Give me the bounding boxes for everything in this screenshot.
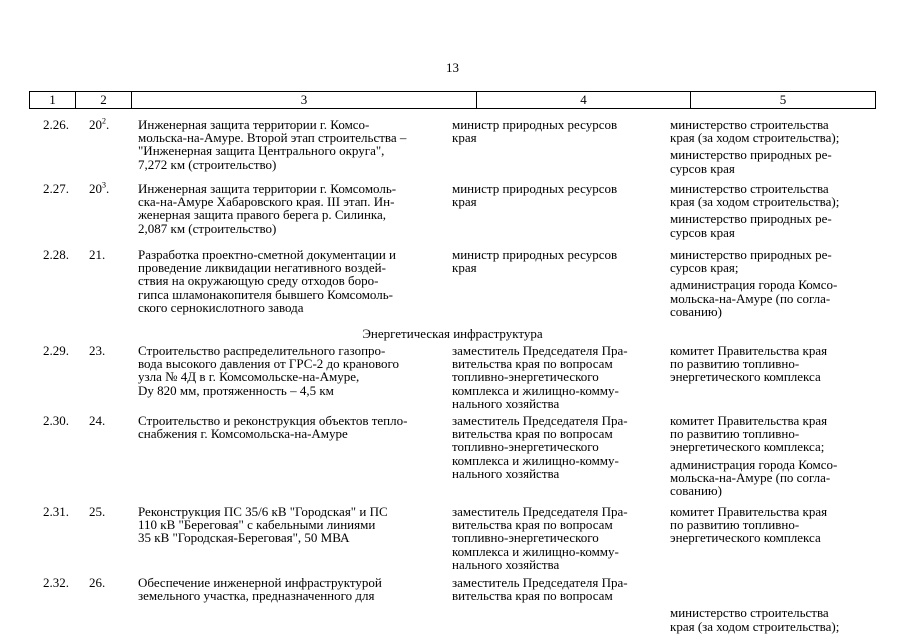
description-line: Разработка проектно-сметной документации и — [138, 247, 396, 262]
executor-paragraph — [670, 148, 875, 174]
responsible-line: вительства края по вопросам — [452, 517, 613, 533]
executor-paragraph — [670, 458, 875, 498]
executor-line: энергетического комплекса — [670, 369, 821, 385]
executor-cell — [670, 576, 875, 633]
description-cell — [138, 118, 438, 171]
responsible-cell — [452, 505, 652, 571]
item-number-suffix: . — [106, 181, 110, 196]
executor-line: по развитию топливно- — [670, 426, 800, 442]
item-number-suffix: . — [106, 117, 110, 132]
responsible-line: топливно-энергетического — [452, 439, 599, 455]
responsible-line: министр природных ресурсов — [452, 181, 618, 196]
executor-line: министерство строительства — [670, 117, 829, 132]
executor-line: края (за ходом строительства); — [670, 618, 840, 634]
executor-line: по развитию топливно- — [670, 517, 800, 533]
executor-line: сурсов края; — [670, 260, 739, 276]
executor-line: комитет Правительства края — [670, 504, 828, 519]
executor-paragraph — [670, 414, 875, 454]
item-number-text: 20 — [89, 181, 102, 196]
row-number — [29, 505, 69, 518]
executor-cell — [670, 344, 875, 384]
item-number-text: 21. — [89, 247, 106, 262]
description-cell — [138, 576, 438, 602]
item-number-text: 23. — [89, 343, 106, 358]
description-line: вода высокого давления от ГРС-2 до кранового — [138, 356, 399, 372]
description-line: снабжения г. Комсомольска-на-Амуре — [138, 426, 348, 442]
item-number-text: 24. — [89, 413, 106, 428]
description-line: Реконструкция ПС 35/6 кВ "Городская" и ПС — [138, 504, 388, 519]
responsible-line: заместитель Председателя Пра- — [452, 413, 628, 428]
description-line: Обеспечение инженерной инфраструктурой — [138, 575, 382, 590]
responsible-cell — [452, 118, 652, 144]
description-line: мольска-на-Амуре. Второй этап строительства – — [138, 130, 407, 146]
header-col-1: 1 — [30, 92, 76, 108]
responsible-line: топливно-энергетического — [452, 530, 599, 546]
executor-cell — [670, 182, 875, 239]
description-line: гипса шламонакопителя бывшего Комсомоль- — [138, 286, 394, 302]
row-number — [29, 414, 69, 427]
executor-line: по развитию топливно- — [670, 356, 800, 372]
row-number — [29, 576, 69, 589]
responsible-line: края — [452, 130, 477, 146]
executor-line: комитет Правительства края — [670, 343, 828, 358]
executor-line: министерство природных ре- — [670, 147, 832, 163]
executor-line: сурсов края — [670, 224, 735, 240]
responsible-cell — [452, 182, 652, 208]
description-line: ствия на окружающую среду отходов боро- — [138, 273, 379, 289]
row-number-text: 2.31. — [43, 504, 69, 519]
description-line: Инженерная защита территории г. Комсо- — [138, 117, 370, 132]
item-number — [89, 414, 129, 427]
responsible-line: вительства края по вопросам — [452, 588, 613, 604]
responsible-cell — [452, 414, 652, 480]
item-number-superscript: 2 — [102, 116, 106, 126]
description-line: земельного участка, предназначенного для — [138, 588, 375, 604]
row-number — [29, 344, 69, 357]
row-number — [29, 182, 69, 195]
description-line: ского сернокислотного завода — [138, 299, 304, 315]
description-line: "Инженерная защита Центрального округа", — [138, 143, 385, 159]
responsible-line: нального хозяйства — [452, 556, 560, 572]
row-number-text: 2.29. — [43, 343, 69, 358]
executor-line: администрация города Комсо- — [670, 456, 838, 472]
description-line: 110 кВ "Береговая" с кабельными линиями — [138, 517, 376, 533]
executor-line: министерство строительства — [670, 181, 829, 196]
responsible-line: министр природных ресурсов — [452, 247, 618, 262]
executor-paragraph — [670, 606, 875, 632]
executor-line: энергетического комплекса — [670, 530, 821, 546]
executor-line: мольска-на-Амуре (по согла- — [670, 469, 831, 485]
description-line: узла № 4Д в г. Комсомольске-на-Амуре, — [138, 369, 360, 385]
executor-paragraph — [670, 505, 875, 545]
responsible-cell — [452, 344, 652, 410]
header-col-3: 3 — [132, 92, 477, 108]
responsible-line: комплекса и жилищно-комму- — [452, 543, 619, 559]
executor-line: министерство природных ре- — [670, 211, 832, 227]
description-line: проведение ликвидации негативного воздей- — [138, 260, 386, 276]
responsible-line: нального хозяйства — [452, 395, 560, 411]
item-number-text: 26. — [89, 575, 106, 590]
executor-line: энергетического комплекса; — [670, 439, 825, 455]
executor-line: сурсов края — [670, 160, 735, 176]
executor-line: края (за ходом строительства); — [670, 194, 840, 210]
responsible-line: нального хозяйства — [452, 465, 560, 481]
item-number — [89, 248, 129, 261]
executor-line — [670, 576, 875, 589]
executor-line: сованию) — [670, 483, 722, 499]
responsible-cell — [452, 248, 652, 274]
executor-line — [670, 589, 875, 602]
description-line: Инженерная защита территории г. Комсомоль- — [138, 181, 397, 196]
row-number-text: 2.26. — [43, 117, 69, 132]
description-line: Строительство распределительного газопро- — [138, 343, 386, 358]
item-number — [89, 505, 129, 518]
responsible-line: заместитель Председателя Пра- — [452, 343, 628, 358]
item-number — [89, 344, 129, 357]
executor-paragraph — [670, 344, 875, 384]
page-number: 13 — [446, 60, 459, 75]
header-col-5: 5 — [779, 92, 787, 107]
executor-paragraph — [670, 212, 875, 238]
row-number-text: 2.32. — [43, 575, 69, 590]
description-cell — [138, 344, 438, 397]
executor-paragraph — [670, 182, 875, 208]
executor-cell — [670, 414, 875, 497]
description-cell — [138, 505, 438, 545]
item-number-text: 20 — [89, 117, 102, 132]
row-number-text: 2.27. — [43, 181, 69, 196]
description-line: 35 кВ "Городская-Береговая", 50 МВА — [138, 530, 350, 546]
responsible-line: вительства края по вопросам — [452, 426, 613, 442]
item-number — [89, 182, 129, 195]
executor-cell — [670, 248, 875, 318]
description-cell — [138, 182, 438, 235]
responsible-line: края — [452, 194, 477, 210]
description-line: ска-на-Амуре Хабаровского края. III этап. Ин- — [138, 194, 395, 210]
row-number — [29, 248, 69, 261]
responsible-cell — [452, 576, 652, 602]
description-cell — [138, 248, 438, 314]
executor-paragraph — [670, 278, 875, 318]
description-line: Строительство и реконструкция объектов тепло- — [138, 413, 408, 428]
responsible-line: заместитель Председателя Пра- — [452, 575, 628, 590]
item-number-text: 25. — [89, 504, 106, 519]
header-col-4: 4 — [477, 92, 691, 108]
executor-line: министерство природных ре- — [670, 247, 832, 262]
description-line: Dy 820 мм, протяженность – 4,5 км — [138, 382, 334, 398]
table-header — [29, 91, 876, 109]
description-line: 2,087 км (строительство) — [138, 220, 277, 236]
executor-line: министерство строительства — [670, 605, 829, 621]
responsible-line: края — [452, 260, 477, 276]
item-number — [89, 118, 129, 131]
responsible-line: топливно-энергетического — [452, 369, 599, 385]
executor-paragraph — [670, 118, 875, 144]
header-col-2: 2 — [76, 92, 132, 108]
row-number-text: 2.30. — [43, 413, 69, 428]
row-number — [29, 118, 69, 131]
responsible-line: министр природных ресурсов — [452, 117, 618, 132]
row-number-text: 2.28. — [43, 247, 69, 262]
description-line: 7,272 км (строительство) — [138, 156, 277, 172]
responsible-line: вительства края по вопросам — [452, 356, 613, 372]
section-title: Энергетическая инфраструктура — [362, 326, 543, 341]
description-cell — [138, 414, 438, 440]
description-line: женерная защита правого берега р. Силинка, — [138, 207, 387, 223]
executor-line: комитет Правительства края — [670, 413, 828, 428]
executor-paragraph — [670, 576, 875, 602]
item-number — [89, 576, 129, 589]
executor-line: мольска-на-Амуре (по согла- — [670, 290, 831, 306]
responsible-line: заместитель Председателя Пра- — [452, 504, 628, 519]
executor-paragraph — [670, 248, 875, 274]
executor-line: администрация города Комсо- — [670, 277, 838, 293]
responsible-line: комплекса и жилищно-комму- — [452, 382, 619, 398]
executor-cell — [670, 505, 875, 545]
executor-line: края (за ходом строительства); — [670, 130, 840, 146]
item-number-superscript: 3 — [102, 180, 106, 190]
executor-line: сованию) — [670, 303, 722, 319]
responsible-line: комплекса и жилищно-комму- — [452, 452, 619, 468]
executor-cell — [670, 118, 875, 175]
